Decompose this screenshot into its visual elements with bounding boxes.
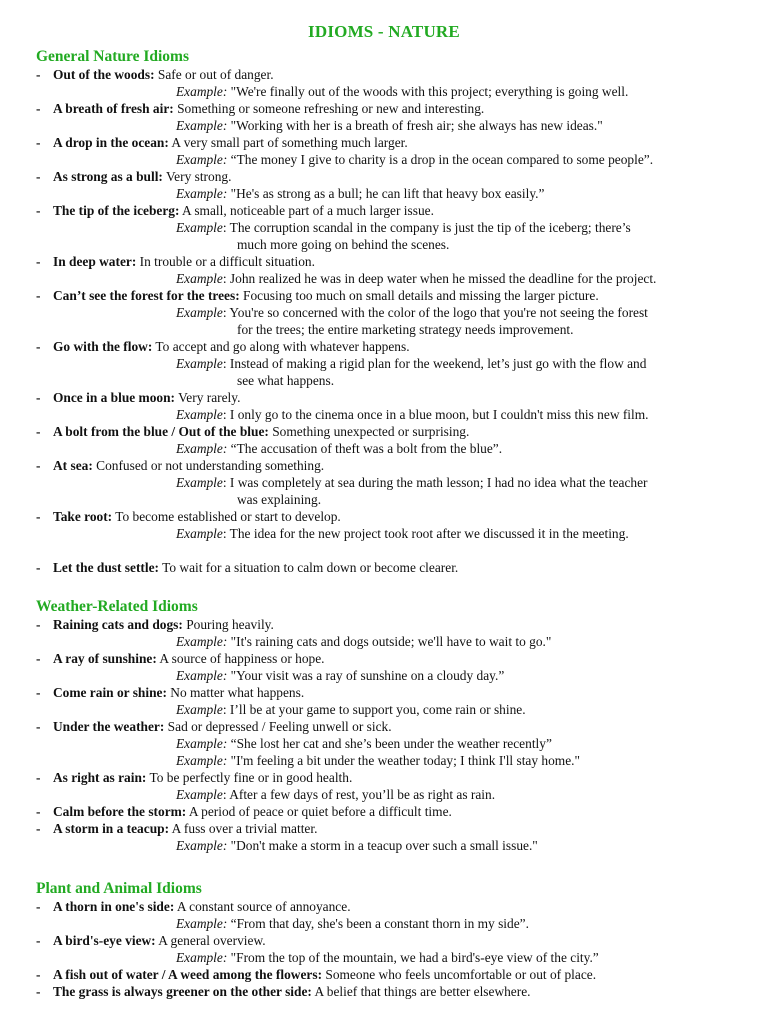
example-label: Example [176, 271, 223, 286]
idiom-term: The grass is always greener on the other side: [53, 984, 312, 999]
idiom-definition: Safe or out of danger. [154, 67, 274, 82]
example-text: : You're so concerned with the color of the logo that you're not seeing the forest [222, 305, 648, 320]
example-label: Example: [176, 668, 228, 683]
example-text: was explaining. [237, 492, 322, 507]
example-text: "I'm feeling a bit under the weather today; I think I'll stay home." [227, 753, 580, 768]
idiom-definition-line [36, 508, 736, 525]
idiom-term: Calm before the storm: [53, 804, 187, 819]
example-line [36, 735, 736, 752]
example-label: Example [176, 305, 223, 320]
bullet-marker: - [36, 390, 41, 405]
example-label: Example [176, 526, 223, 541]
example-label: Example [176, 475, 223, 490]
idiom-entry [36, 769, 736, 803]
idiom-definition-line [36, 718, 736, 735]
example-label: Example: [176, 118, 228, 133]
example-label: Example: [176, 152, 228, 167]
example-text: see what happens. [237, 373, 335, 388]
example-label: Example: [176, 950, 228, 965]
example-text: : The corruption scandal in the company is just the tip of the iceberg; there’s [222, 220, 631, 235]
bullet-marker: - [36, 560, 41, 575]
idiom-term: At sea: [53, 458, 93, 473]
bullet-marker: - [36, 617, 41, 632]
idiom-entry [36, 457, 736, 508]
idiom-definition: To be perfectly fine or in good health. [146, 770, 353, 785]
idiom-term: In deep water: [53, 254, 137, 269]
example-line [36, 525, 736, 542]
bullet-marker: - [36, 770, 41, 785]
example-label: Example: [176, 634, 228, 649]
idiom-definition: Sad or depressed / Feeling unwell or sick. [164, 719, 392, 734]
bullet-marker: - [36, 254, 41, 269]
idiom-definition-line [36, 100, 736, 117]
example-text: for the trees; the entire marketing strategy needs improvement. [237, 322, 574, 337]
example-label: Example: [176, 838, 228, 853]
idiom-term: A fish out of water / A weed among the flowers: [53, 967, 323, 982]
bullet-marker: - [36, 899, 41, 914]
example-label: Example [176, 702, 223, 717]
idiom-entry [36, 66, 736, 100]
bullet-marker: - [36, 203, 41, 218]
idiom-term: Under the weather: [53, 719, 165, 734]
example-label: Example [176, 787, 223, 802]
example-label: Example [176, 407, 223, 422]
idiom-entry [36, 202, 736, 253]
bullet-marker: - [36, 967, 41, 982]
idiom-definition-line [36, 338, 736, 355]
example-text: “The money I give to charity is a drop in the ocean compared to some people”. [227, 152, 654, 167]
example-text: : I only go to the cinema once in a blue moon, but I couldn't miss this new film. [222, 407, 649, 422]
example-line [36, 949, 736, 966]
example-line [36, 491, 736, 508]
idiom-entry [36, 932, 736, 966]
idiom-definition: To wait for a situation to calm down or become clearer. [159, 560, 459, 575]
section-heading: Plant and Animal Idioms [36, 880, 202, 897]
idiom-entry [36, 100, 736, 134]
idiom-entry [36, 168, 736, 202]
example-line [36, 474, 736, 491]
example-line [36, 440, 736, 457]
idiom-definition: A constant source of annoyance. [174, 899, 351, 914]
example-line [36, 219, 736, 236]
section-weather [36, 598, 736, 854]
example-label: Example: [176, 84, 228, 99]
idiom-definition-line [36, 650, 736, 667]
bullet-marker: - [36, 169, 41, 184]
idiom-term: Once in a blue moon: [53, 390, 176, 405]
idiom-definition-line [36, 389, 736, 406]
example-text: : I’ll be at your game to support you, come rain or shine. [222, 702, 526, 717]
bullet-marker: - [36, 719, 41, 734]
idiom-definition: Very rarely. [175, 390, 241, 405]
example-text: "It's raining cats and dogs outside; we'll have to wait to go." [227, 634, 552, 649]
idiom-term: As right as rain: [53, 770, 147, 785]
example-line [36, 117, 736, 134]
example-line [36, 837, 736, 854]
idiom-definition: No matter what happens. [166, 685, 305, 700]
section-plant-animal [36, 880, 736, 1000]
example-line [36, 372, 736, 389]
bullet-marker: - [36, 685, 41, 700]
idiom-definition: A small, noticeable part of a much larger issue. [179, 203, 434, 218]
example-line [36, 151, 736, 168]
bullet-marker: - [36, 67, 41, 82]
idiom-definition-line [36, 684, 736, 701]
idiom-entry [36, 898, 736, 932]
idiom-entry [36, 616, 736, 650]
idiom-term: A bolt from the blue / Out of the blue: [53, 424, 269, 439]
example-text: "Working with her is a breath of fresh air; she always has new ideas." [227, 118, 603, 133]
example-text: : I was completely at sea during the math lesson; I had no idea what the teacher [222, 475, 648, 490]
idiom-term: As strong as a bull: [53, 169, 163, 184]
idiom-definition-line [36, 457, 736, 474]
idiom-entry [36, 253, 736, 287]
idiom-term: Can’t see the forest for the trees: [53, 288, 240, 303]
idiom-entry [36, 684, 736, 718]
bullet-marker: - [36, 135, 41, 150]
idiom-term: A thorn in one's side: [53, 899, 175, 914]
idiom-entry [36, 389, 736, 423]
idiom-definition-line [36, 287, 736, 304]
idiom-definition: A very small part of something much larger. [168, 135, 408, 150]
idiom-entry [36, 752, 736, 769]
example-line [36, 270, 736, 287]
example-line [36, 355, 736, 372]
idiom-definition-line [36, 168, 736, 185]
idiom-definition: A fuss over a trivial matter. [169, 821, 318, 836]
idiom-definition: A general overview. [155, 933, 266, 948]
example-text: “The accusation of theft was a bolt from the blue”. [227, 441, 503, 456]
idiom-definition: To become established or start to develop. [112, 509, 341, 524]
bullet-marker: - [36, 933, 41, 948]
idiom-definition-line [36, 616, 736, 633]
idiom-definition: A belief that things are better elsewhere. [311, 984, 531, 999]
example-label: Example [176, 356, 223, 371]
example-text: : John realized he was in deep water when he missed the deadline for the project. [222, 271, 657, 286]
bullet-marker: - [36, 651, 41, 666]
example-line [36, 406, 736, 423]
idiom-definition: Confused or not understanding something. [92, 458, 325, 473]
example-text: "Your visit was a ray of sunshine on a cloudy day.” [227, 668, 505, 683]
example-line [36, 667, 736, 684]
idiom-definition-line [36, 983, 736, 1000]
example-line [36, 321, 736, 338]
bullet-marker: - [36, 821, 41, 836]
idiom-definition-line [36, 898, 736, 915]
example-text: "From the top of the mountain, we had a bird's-eye view of the city.” [227, 950, 599, 965]
idiom-term: Raining cats and dogs: [53, 617, 183, 632]
example-text: : Instead of making a rigid plan for the weekend, let’s just go with the flow and [222, 356, 647, 371]
idiom-entry [36, 650, 736, 684]
idiom-term: Out of the woods: [53, 67, 155, 82]
idiom-definition-line [36, 202, 736, 219]
example-text: “From that day, she's been a constant thorn in my side”. [227, 916, 529, 931]
bullet-marker: - [36, 804, 41, 819]
idiom-entry [36, 718, 736, 752]
bullet-marker: - [36, 509, 41, 524]
idiom-definition-line [36, 769, 736, 786]
example-line [36, 701, 736, 718]
idiom-definition-line [36, 253, 736, 270]
idiom-entry [36, 820, 736, 854]
idiom-definition-line [36, 966, 736, 983]
idiom-definition-line [36, 559, 736, 576]
idiom-term: Take root: [53, 509, 113, 524]
example-line [36, 236, 736, 253]
idiom-definition: Something or someone refreshing or new and interesting. [173, 101, 485, 116]
idiom-definition: Someone who feels uncomfortable or out of place. [322, 967, 597, 982]
bullet-marker: - [36, 288, 41, 303]
idiom-definition: Very strong. [162, 169, 232, 184]
idiom-definition-line [36, 932, 736, 949]
example-label: Example: [176, 916, 228, 931]
idiom-term: A ray of sunshine: [53, 651, 157, 666]
idiom-entry [36, 803, 736, 820]
idiom-definition: Something unexpected or surprising. [268, 424, 470, 439]
example-text: “She lost her cat and she’s been under the weather recently” [227, 736, 552, 751]
bullet-marker: - [36, 984, 41, 999]
example-label: Example: [176, 753, 228, 768]
idiom-term: A bird's-eye view: [53, 933, 156, 948]
example-line [36, 185, 736, 202]
idiom-term: A breath of fresh air: [53, 101, 174, 116]
example-label: Example: [176, 186, 228, 201]
bullet-marker: - [36, 101, 41, 116]
idiom-definition: A period of peace or quiet before a difficult time. [186, 804, 452, 819]
idiom-term: Go with the flow: [53, 339, 153, 354]
example-text: much more going on behind the scenes. [237, 237, 450, 252]
example-line [36, 304, 736, 321]
example-line [36, 915, 736, 932]
page-title: IDIOMS - NATURE [308, 22, 460, 41]
section-heading: General Nature Idioms [36, 48, 189, 65]
bullet-marker: - [36, 458, 41, 473]
idiom-term: Let the dust settle: [53, 560, 159, 575]
idiom-definition-line [36, 820, 736, 837]
idiom-term: A drop in the ocean: [53, 135, 169, 150]
example-line [36, 752, 736, 769]
example-text: "Don't make a storm in a teacup over such a small issue." [227, 838, 538, 853]
idiom-definition: Focusing too much on small details and missing the larger picture. [239, 288, 599, 303]
idiom-entry [36, 338, 736, 389]
idiom-definition: Pouring heavily. [182, 617, 274, 632]
idiom-entry [36, 559, 736, 576]
example-label: Example: [176, 441, 228, 456]
idiom-term: A storm in a teacup: [53, 821, 170, 836]
example-text: "He's as strong as a bull; he can lift that heavy box easily.” [227, 186, 545, 201]
example-label: Example [176, 220, 223, 235]
bullet-marker: - [36, 424, 41, 439]
idiom-term: Come rain or shine: [53, 685, 167, 700]
example-line [36, 633, 736, 650]
idiom-definition-line [36, 134, 736, 151]
idiom-definition-line [36, 423, 736, 440]
example-text: "We're finally out of the woods with this project; everything is going well. [227, 84, 629, 99]
spacer [36, 542, 736, 559]
example-text: : The idea for the new project took root after we discussed it in the meeting. [222, 526, 629, 541]
idiom-entry [36, 508, 736, 542]
idiom-entry [36, 966, 736, 983]
idiom-definition: In trouble or a difficult situation. [136, 254, 315, 269]
idiom-entry [36, 134, 736, 168]
bullet-marker: - [36, 339, 41, 354]
example-line [36, 786, 736, 803]
idiom-term: The tip of the iceberg: [53, 203, 180, 218]
idiom-entry [36, 983, 736, 1000]
idiom-definition-line [36, 803, 736, 820]
example-line [36, 83, 736, 100]
idiom-definition: A source of happiness or hope. [156, 651, 325, 666]
idiom-entry [36, 287, 736, 338]
idiom-definition: To accept and go along with whatever happens. [152, 339, 410, 354]
idiom-definition-line [36, 66, 736, 83]
section-general-nature [36, 48, 736, 576]
idiom-entry [36, 423, 736, 457]
example-text: : After a few days of rest, you’ll be as right as rain. [222, 787, 496, 802]
example-label: Example: [176, 736, 228, 751]
section-heading: Weather-Related Idioms [36, 598, 198, 615]
